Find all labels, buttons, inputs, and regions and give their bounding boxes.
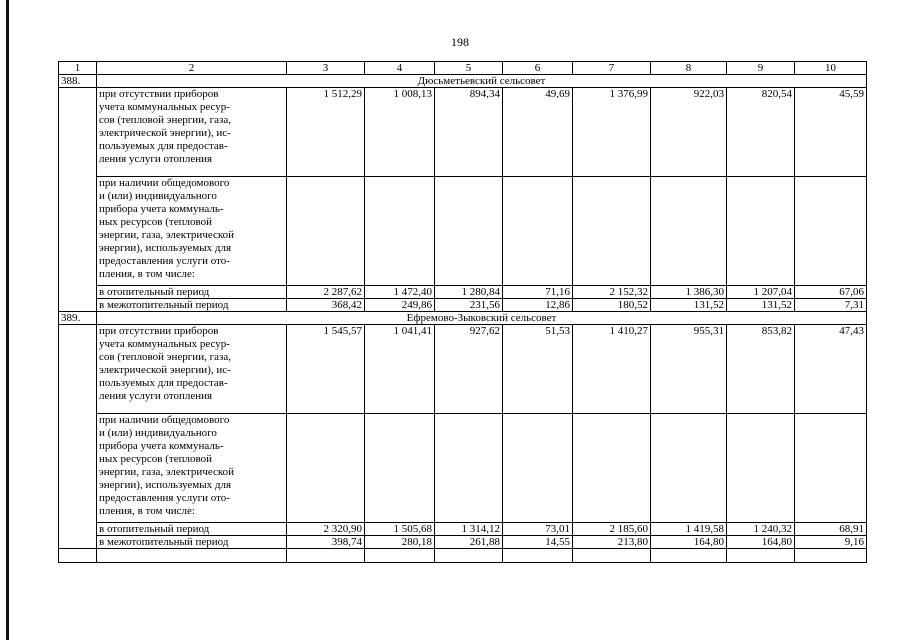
value-cell-col-9: 131,52 — [727, 299, 795, 312]
description-line: прибора учета коммуналь- — [99, 440, 224, 452]
spacer-cell — [573, 549, 651, 563]
row-number-cell — [59, 286, 97, 299]
value-cell-col-8 — [651, 177, 727, 286]
value-cell-col-3: 1 512,29 — [287, 88, 365, 177]
value-cell-col-5: 1 280,84 — [435, 286, 503, 299]
column-header-6: 6 — [503, 62, 573, 75]
value-cell-col-8: 131,52 — [651, 299, 727, 312]
spacer-cell — [727, 549, 795, 563]
value-cell-col-5 — [435, 414, 503, 523]
section-row — [59, 312, 867, 325]
value-cell-col-4: 1 472,40 — [365, 286, 435, 299]
page-binding-line — [6, 0, 9, 640]
value-cell-col-8: 955,31 — [651, 325, 727, 414]
value-cell-col-7: 1 376,99 — [573, 88, 651, 177]
description-line: при отсутствии приборов — [99, 88, 219, 100]
value-cell-col-10: 67,06 — [795, 286, 867, 299]
value-cell-col-9: 853,82 — [727, 325, 795, 414]
table-row — [59, 286, 867, 299]
description-line: в отопительный период — [99, 523, 210, 535]
table-row — [59, 414, 867, 523]
spacer-cell — [59, 549, 97, 563]
value-cell-col-7 — [573, 177, 651, 286]
value-cell-col-7 — [573, 414, 651, 523]
column-header-9: 9 — [727, 62, 795, 75]
value-cell-col-6: 14,55 — [503, 536, 573, 549]
description-line: и (или) индивидуального — [99, 190, 217, 202]
value-cell-col-4: 1 041,41 — [365, 325, 435, 414]
value-cell-col-5: 894,34 — [435, 88, 503, 177]
value-cell-col-7: 180,52 — [573, 299, 651, 312]
row-number-cell — [59, 325, 97, 414]
section-number: 389. — [59, 312, 97, 325]
value-cell-col-5 — [435, 177, 503, 286]
column-header-2: 2 — [97, 62, 287, 75]
column-header-7: 7 — [573, 62, 651, 75]
value-cell-col-10: 47,43 — [795, 325, 867, 414]
description-line: пользуемых для предостав- — [99, 140, 228, 152]
description-line: при отсутствии приборов — [99, 325, 219, 337]
value-cell-col-3: 2 287,62 — [287, 286, 365, 299]
column-header-10: 10 — [795, 62, 867, 75]
description-line: энергии), используемых для — [99, 242, 232, 254]
row-description — [97, 523, 287, 536]
value-cell-col-5: 1 314,12 — [435, 523, 503, 536]
description-line: ления услуги отопления — [99, 153, 213, 165]
row-description — [97, 286, 287, 299]
value-cell-col-9: 164,80 — [727, 536, 795, 549]
value-cell-col-3: 398,74 — [287, 536, 365, 549]
description-line: пользуемых для предостав- — [99, 377, 228, 389]
table-bottom-spacer — [59, 549, 867, 563]
row-number-cell — [59, 536, 97, 549]
value-cell-col-4: 1 008,13 — [365, 88, 435, 177]
value-cell-col-3 — [287, 177, 365, 286]
row-description — [97, 177, 287, 286]
column-header-3: 3 — [287, 62, 365, 75]
value-cell-col-3: 368,42 — [287, 299, 365, 312]
section-number: 388. — [59, 75, 97, 88]
value-cell-col-10: 45,59 — [795, 88, 867, 177]
value-cell-col-4 — [365, 177, 435, 286]
row-number-cell — [59, 88, 97, 177]
description-line: электрической энергии), ис- — [99, 364, 231, 376]
description-line: сов (тепловой энергии, газа, — [99, 351, 231, 363]
value-cell-col-4 — [365, 414, 435, 523]
description-line: электрической энергии), ис- — [99, 127, 231, 139]
description-line: и (или) индивидуального — [99, 427, 217, 439]
description-line: ления услуги отопления — [99, 390, 213, 402]
table-row — [59, 88, 867, 177]
description-line: энергии), используемых для — [99, 479, 232, 491]
value-cell-col-6: 71,16 — [503, 286, 573, 299]
description-line: энергии, газа, электрической — [99, 466, 235, 478]
section-name: Дюсьметьевский сельсовет — [97, 75, 867, 88]
row-number-cell — [59, 414, 97, 523]
value-cell-col-4: 1 505,68 — [365, 523, 435, 536]
table-row — [59, 325, 867, 414]
value-cell-col-8: 1 419,58 — [651, 523, 727, 536]
value-cell-col-7: 213,80 — [573, 536, 651, 549]
row-number-cell — [59, 523, 97, 536]
spacer-cell — [97, 549, 287, 563]
value-cell-col-4: 280,18 — [365, 536, 435, 549]
description-line: ных ресурсов (тепловой — [99, 453, 212, 465]
description-line: прибора учета коммуналь- — [99, 203, 224, 215]
value-cell-col-4: 249,86 — [365, 299, 435, 312]
row-number-cell — [59, 299, 97, 312]
value-cell-col-7: 1 410,27 — [573, 325, 651, 414]
description-line: в межотопительный период — [99, 536, 229, 548]
column-header-row — [59, 62, 867, 75]
description-line: пления, в том числе: — [99, 268, 195, 280]
table-row — [59, 536, 867, 549]
tariff-table — [58, 61, 867, 563]
row-description — [97, 414, 287, 523]
value-cell-col-10 — [795, 414, 867, 523]
value-cell-col-6: 51,53 — [503, 325, 573, 414]
column-header-8: 8 — [651, 62, 727, 75]
value-cell-col-8: 922,03 — [651, 88, 727, 177]
spacer-cell — [795, 549, 867, 563]
value-cell-col-6 — [503, 177, 573, 286]
spacer-cell — [503, 549, 573, 563]
description-line: в межотопительный период — [99, 299, 229, 311]
column-header-1: 1 — [59, 62, 97, 75]
value-cell-col-8: 1 386,30 — [651, 286, 727, 299]
value-cell-col-5: 261,88 — [435, 536, 503, 549]
spacer-cell — [287, 549, 365, 563]
value-cell-col-9: 1 207,04 — [727, 286, 795, 299]
value-cell-col-3 — [287, 414, 365, 523]
description-line: сов (тепловой энергии, газа, — [99, 114, 231, 126]
column-header-4: 4 — [365, 62, 435, 75]
row-description — [97, 299, 287, 312]
table-row — [59, 523, 867, 536]
value-cell-col-10 — [795, 177, 867, 286]
description-line: предоставления услуги ото- — [99, 492, 230, 504]
section-name: Ефремово-Зыковский сельсовет — [97, 312, 867, 325]
value-cell-col-9 — [727, 414, 795, 523]
value-cell-col-6 — [503, 414, 573, 523]
description-line: пления, в том числе: — [99, 505, 195, 517]
description-line: при наличии общедомового — [99, 414, 230, 426]
description-line: учета коммунальных ресур- — [99, 338, 230, 350]
value-cell-col-6: 49,69 — [503, 88, 573, 177]
value-cell-col-3: 2 320,90 — [287, 523, 365, 536]
value-cell-col-10: 9,16 — [795, 536, 867, 549]
row-number-cell — [59, 177, 97, 286]
spacer-cell — [435, 549, 503, 563]
spacer-cell — [365, 549, 435, 563]
value-cell-col-8 — [651, 414, 727, 523]
table-row — [59, 177, 867, 286]
value-cell-col-9: 1 240,32 — [727, 523, 795, 536]
page-number: 198 — [451, 35, 469, 49]
row-description — [97, 325, 287, 414]
value-cell-col-9 — [727, 177, 795, 286]
value-cell-col-5: 927,62 — [435, 325, 503, 414]
value-cell-col-6: 73,01 — [503, 523, 573, 536]
value-cell-col-10: 7,31 — [795, 299, 867, 312]
value-cell-col-10: 68,91 — [795, 523, 867, 536]
spacer-cell — [651, 549, 727, 563]
table-row — [59, 299, 867, 312]
value-cell-col-7: 2 185,60 — [573, 523, 651, 536]
value-cell-col-8: 164,80 — [651, 536, 727, 549]
value-cell-col-6: 12,86 — [503, 299, 573, 312]
description-line: в отопительный период — [99, 286, 210, 298]
section-row — [59, 75, 867, 88]
value-cell-col-7: 2 152,32 — [573, 286, 651, 299]
row-description — [97, 88, 287, 177]
description-line: энергии, газа, электрической — [99, 229, 235, 241]
value-cell-col-3: 1 545,57 — [287, 325, 365, 414]
value-cell-col-5: 231,56 — [435, 299, 503, 312]
column-header-5: 5 — [435, 62, 503, 75]
row-description — [97, 536, 287, 549]
description-line: ных ресурсов (тепловой — [99, 216, 212, 228]
description-line: предоставления услуги ото- — [99, 255, 230, 267]
description-line: при наличии общедомового — [99, 177, 230, 189]
description-line: учета коммунальных ресур- — [99, 101, 230, 113]
value-cell-col-9: 820,54 — [727, 88, 795, 177]
